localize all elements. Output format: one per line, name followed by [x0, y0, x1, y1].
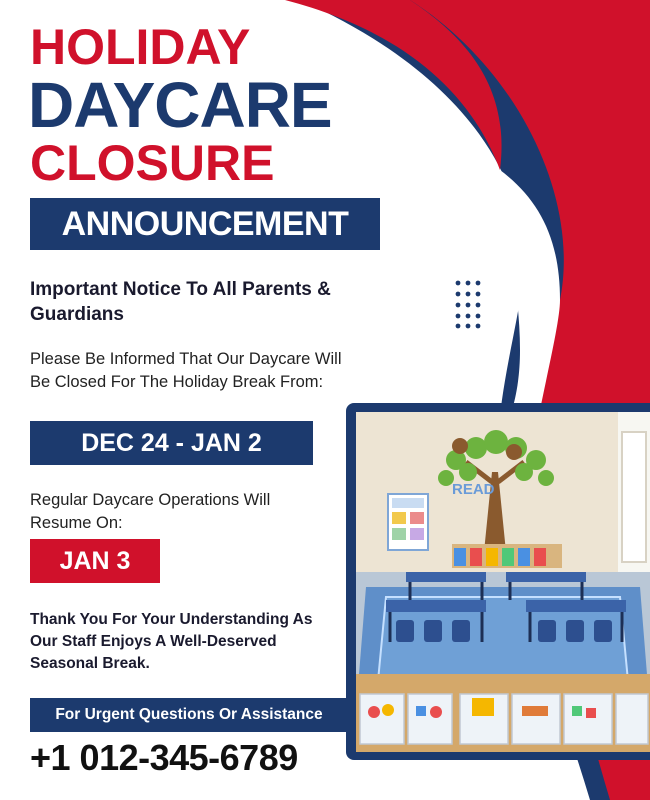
- thanks-text: Thank You For Your Understanding As Our Staff Enjoys A Well-Deserved Seasonal Break.: [30, 611, 313, 672]
- closure-dates-badge: DEC 24 - JAN 2: [30, 421, 313, 465]
- phone-number: +1 012-345-6789: [30, 737, 298, 778]
- resume-text: Regular Daycare Operations Will Resume On:: [30, 491, 271, 532]
- notice-heading: Important Notice To All Parents & Guardians: [30, 279, 331, 325]
- announcement-banner: ANNOUNCEMENT: [30, 198, 380, 250]
- dot-grid-decoration: [455, 280, 485, 330]
- classroom-photo: [356, 412, 650, 752]
- title-closure: CLOSURE: [30, 135, 275, 191]
- urgent-contact-label: For Urgent Questions Or Assistance: [30, 698, 348, 732]
- title-holiday: HOLIDAY: [30, 19, 251, 75]
- resume-date-badge: JAN 3: [30, 539, 160, 583]
- closure-text: Please Be Informed That Our Daycare Will Be Closed For The Holiday Break From:: [30, 350, 342, 391]
- title-daycare: DAYCARE: [28, 69, 332, 141]
- wall-letter: READ: [452, 481, 495, 498]
